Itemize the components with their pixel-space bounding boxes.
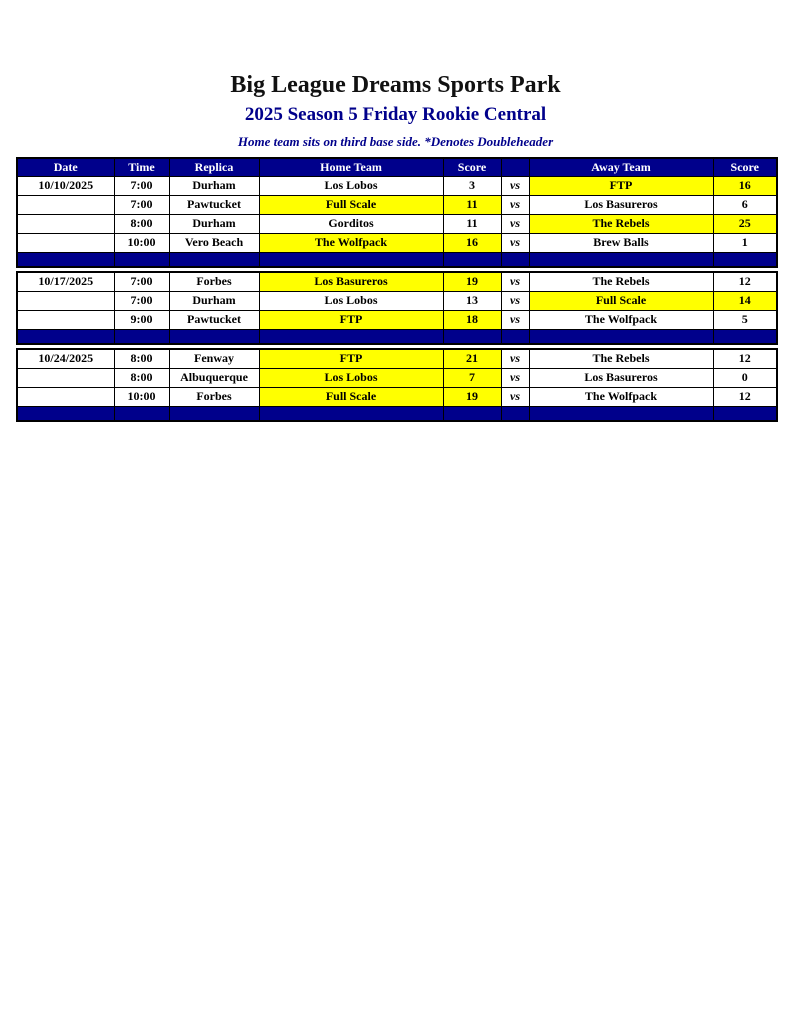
separator-row (17, 252, 777, 267)
separator-cell (114, 329, 169, 344)
separator-cell (501, 252, 529, 267)
date-cell (17, 195, 114, 214)
home-team-cell: FTP (259, 310, 443, 329)
time-cell: 8:00 (114, 349, 169, 369)
home-score-cell: 7 (443, 368, 501, 387)
separator-cell (443, 252, 501, 267)
schedule-note: Home team sits on third base side. *Denotes Doubleheader (237, 134, 554, 150)
date-cell (17, 291, 114, 310)
away-team-cell: The Wolfpack (529, 310, 713, 329)
away-score-cell: 1 (713, 233, 777, 252)
separator-cell (529, 329, 713, 344)
separator-cell (169, 252, 259, 267)
separator-cell (501, 329, 529, 344)
game-row (17, 291, 777, 310)
page-header (0, 0, 791, 150)
schedule-table (16, 157, 776, 422)
column-header-home-team: Home Team (259, 158, 443, 177)
separator-cell (443, 329, 501, 344)
replica-cell: Durham (169, 176, 259, 195)
vs-cell: vs (501, 272, 529, 292)
separator-cell (259, 329, 443, 344)
column-header-away-team: Away Team (529, 158, 713, 177)
date-cell (17, 368, 114, 387)
away-team-cell: The Rebels (529, 214, 713, 233)
home-team-cell: Full Scale (259, 195, 443, 214)
separator-cell (169, 406, 259, 421)
time-cell: 10:00 (114, 387, 169, 406)
page-title: Big League Dreams Sports Park (230, 72, 561, 98)
game-row (17, 233, 777, 252)
date-cell: 10/24/2025 (17, 349, 114, 369)
game-row (17, 214, 777, 233)
time-cell: 7:00 (114, 195, 169, 214)
date-cell (17, 214, 114, 233)
separator-cell (501, 406, 529, 421)
separator-cell (17, 406, 114, 421)
separator-cell (259, 252, 443, 267)
game-row (17, 310, 777, 329)
away-score-cell: 25 (713, 214, 777, 233)
replica-cell: Pawtucket (169, 195, 259, 214)
replica-cell: Vero Beach (169, 233, 259, 252)
column-header-vs (501, 158, 529, 177)
separator-cell (529, 406, 713, 421)
away-team-cell: FTP (529, 176, 713, 195)
replica-cell: Durham (169, 291, 259, 310)
time-cell: 7:00 (114, 176, 169, 195)
vs-cell: vs (501, 233, 529, 252)
vs-cell: vs (501, 214, 529, 233)
home-team-cell: Los Lobos (259, 291, 443, 310)
home-score-cell: 21 (443, 349, 501, 369)
vs-cell: vs (501, 176, 529, 195)
vs-cell: vs (501, 195, 529, 214)
home-score-cell: 19 (443, 272, 501, 292)
home-team-cell: Los Lobos (259, 368, 443, 387)
home-team-cell: Los Lobos (259, 176, 443, 195)
separator-cell (17, 329, 114, 344)
away-team-cell: Brew Balls (529, 233, 713, 252)
home-score-cell: 18 (443, 310, 501, 329)
replica-cell: Albuquerque (169, 368, 259, 387)
replica-cell: Pawtucket (169, 310, 259, 329)
away-team-cell: Full Scale (529, 291, 713, 310)
game-row (17, 387, 777, 406)
date-cell: 10/10/2025 (17, 176, 114, 195)
home-team-cell: Gorditos (259, 214, 443, 233)
replica-cell: Forbes (169, 387, 259, 406)
replica-cell: Forbes (169, 272, 259, 292)
game-row (17, 176, 777, 195)
date-cell: 10/17/2025 (17, 272, 114, 292)
game-row (17, 272, 777, 292)
home-team-cell: The Wolfpack (259, 233, 443, 252)
away-score-cell: 16 (713, 176, 777, 195)
away-score-cell: 5 (713, 310, 777, 329)
schedule-block-3 (16, 348, 778, 422)
home-score-cell: 13 (443, 291, 501, 310)
away-team-cell: The Wolfpack (529, 387, 713, 406)
vs-cell: vs (501, 368, 529, 387)
away-team-cell: Los Basureros (529, 195, 713, 214)
separator-row (17, 406, 777, 421)
away-score-cell: 12 (713, 272, 777, 292)
home-score-cell: 3 (443, 176, 501, 195)
column-header-home-score: Score (443, 158, 501, 177)
away-score-cell: 12 (713, 387, 777, 406)
separator-cell (713, 329, 777, 344)
separator-cell (169, 329, 259, 344)
home-score-cell: 11 (443, 214, 501, 233)
separator-cell (713, 252, 777, 267)
vs-cell: vs (501, 291, 529, 310)
separator-cell (259, 406, 443, 421)
separator-cell (114, 252, 169, 267)
column-header-away-score: Score (713, 158, 777, 177)
home-score-cell: 19 (443, 387, 501, 406)
column-header-replica: Replica (169, 158, 259, 177)
page-subtitle: 2025 Season 5 Friday Rookie Central (244, 104, 547, 126)
vs-cell: vs (501, 349, 529, 369)
date-cell (17, 310, 114, 329)
replica-cell: Durham (169, 214, 259, 233)
separator-cell (443, 406, 501, 421)
time-cell: 8:00 (114, 368, 169, 387)
home-team-cell: Full Scale (259, 387, 443, 406)
time-cell: 8:00 (114, 214, 169, 233)
date-cell (17, 233, 114, 252)
away-team-cell: The Rebels (529, 349, 713, 369)
vs-cell: vs (501, 310, 529, 329)
column-header-time: Time (114, 158, 169, 177)
separator-row (17, 329, 777, 344)
home-score-cell: 11 (443, 195, 501, 214)
replica-cell: Fenway (169, 349, 259, 369)
time-cell: 7:00 (114, 291, 169, 310)
separator-cell (529, 252, 713, 267)
home-team-cell: Los Basureros (259, 272, 443, 292)
header-row (17, 158, 777, 177)
schedule-block-1 (16, 157, 778, 268)
time-cell: 7:00 (114, 272, 169, 292)
away-team-cell: Los Basureros (529, 368, 713, 387)
separator-cell (17, 252, 114, 267)
home-score-cell: 16 (443, 233, 501, 252)
date-cell (17, 387, 114, 406)
game-row (17, 368, 777, 387)
away-team-cell: The Rebels (529, 272, 713, 292)
time-cell: 9:00 (114, 310, 169, 329)
vs-cell: vs (501, 387, 529, 406)
away-score-cell: 6 (713, 195, 777, 214)
away-score-cell: 0 (713, 368, 777, 387)
game-row (17, 349, 777, 369)
schedule-block-2 (16, 271, 778, 345)
separator-cell (713, 406, 777, 421)
time-cell: 10:00 (114, 233, 169, 252)
column-header-date: Date (17, 158, 114, 177)
separator-cell (114, 406, 169, 421)
game-row (17, 195, 777, 214)
home-team-cell: FTP (259, 349, 443, 369)
away-score-cell: 12 (713, 349, 777, 369)
away-score-cell: 14 (713, 291, 777, 310)
